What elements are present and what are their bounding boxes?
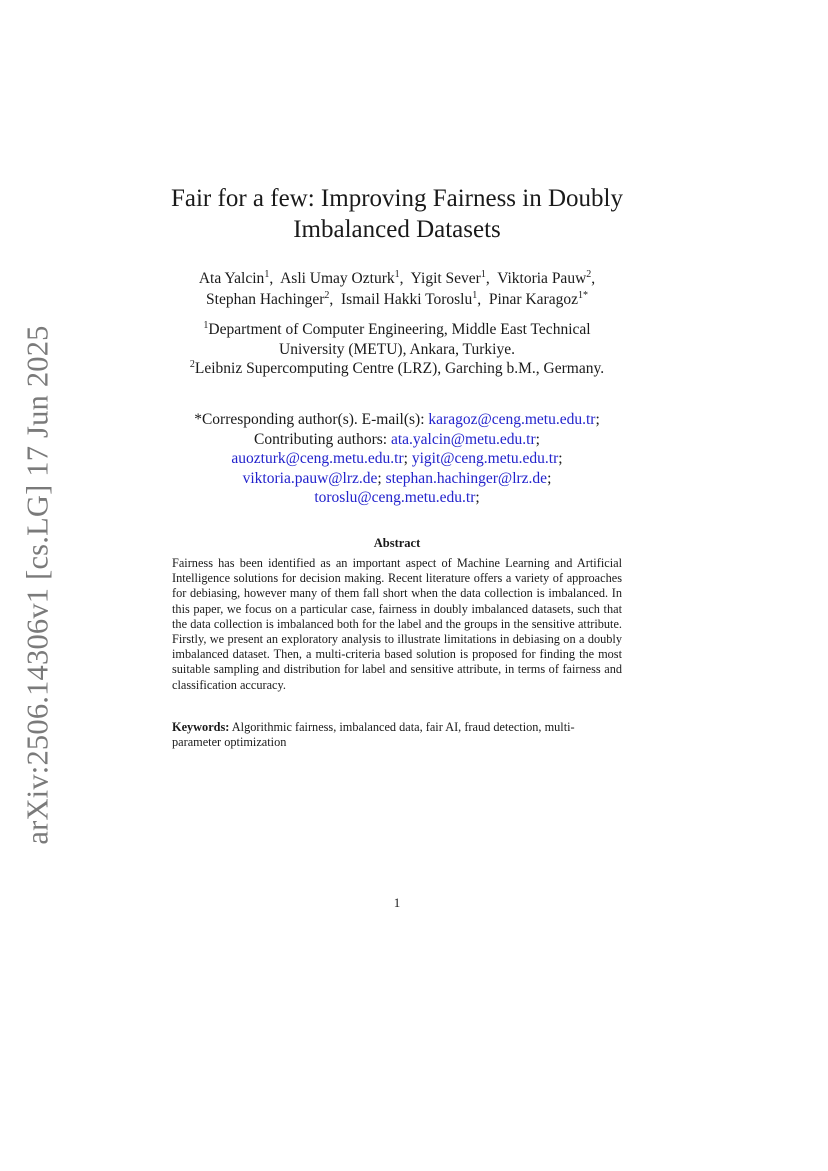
author-list (130, 268, 664, 310)
contact-emails (140, 410, 654, 508)
email-link[interactable]: viktoria.pauw@lrz.de (242, 469, 378, 487)
author-line-1 (130, 268, 664, 289)
keywords (172, 720, 622, 750)
keywords-label: Keywords: (172, 720, 230, 734)
corresponding-author-line: *Corresponding author(s). E-mail(s): karagoz@ceng.metu.edu.tr; (194, 411, 600, 428)
author: Ata Yalcin$^1$, (198, 269, 274, 287)
abstract-heading: Abstract (373, 536, 421, 550)
email-line: toroslu@ceng.metu.edu.tr; (314, 489, 480, 506)
author: Ismail Hakki Toroslu$^1$, (341, 290, 482, 308)
abstract-body: Fairness has been identified as an important aspect of Machine Learning and Artificial Intelligence solutions for decision making. Recent literature offers a variety of approaches for debiasing, however many of them fall short when the data collection is imbalanced. In this paper, we focus on a particular case, fairness in doubly imbalanced datasets, such that the data collection is imbalanced both for the label and the groups in the sensitive attribute. Firstly, we present an exploratory analysis to illustrate limitations in debiasing on a doubly imbalanced dataset. Then, a multi-criteria based solution is proposed for finding the most suitable sampling and distribution for label and sensitive attribute, in terms of fairness and classification accuracy. (172, 556, 622, 692)
arxiv-identifier: arXiv:2506.14306v1 [cs.LG] 17 Jun 2025 (20, 325, 55, 845)
author: Asli Umay Ozturk$^1$, (280, 269, 404, 287)
email-link[interactable]: stephan.hachinger@lrz.de (385, 469, 548, 487)
affiliation-1-line-1: $^1$Department of Computer Engineering, Middle East Technical (203, 320, 591, 338)
email-link[interactable]: auozturk@ceng.metu.edu.tr (231, 450, 404, 467)
affiliation-2: $^2$Leibniz Supercomputing Centre (LRZ), Garching b.M., Germany. (189, 359, 605, 377)
corresponding-email-link[interactable]: karagoz@ceng.metu.edu.tr (428, 411, 596, 428)
title-line-2: Imbalanced Datasets (293, 216, 501, 243)
keywords-text: Algorithmic fairness, imbalanced data, fair AI, fraud detection, multi-parameter optimization (172, 720, 575, 750)
email-link[interactable]: ata.yalcin@metu.edu.tr (390, 430, 536, 448)
email-line: auozturk@ceng.metu.edu.tr; yigit@ceng.metu.edu.tr; (231, 450, 563, 467)
author: Yigit Sever$^1$, (410, 269, 490, 287)
author: Pinar Karagoz$^{1*}$ (488, 290, 588, 308)
author: Viktoria Pauw$^2$, (497, 269, 596, 287)
email-line: viktoria.pauw@lrz.de; stephan.hachinger@lrz.de; (242, 469, 552, 487)
contributing-authors-line: Contributing authors: ata.yalcin@metu.edu.tr; (254, 430, 540, 448)
page-number: 1 (393, 895, 401, 910)
author-line-2 (130, 289, 664, 310)
author: Stephan Hachinger$^2$, (206, 290, 334, 308)
affiliation-1-line-2: University (METU), Ankara, Turkiye. (279, 340, 515, 358)
email-link[interactable]: yigit@ceng.metu.edu.tr (411, 450, 559, 467)
paper-title (150, 183, 644, 245)
title-line-1: Fair for a few: Improving Fairness in Doubly (170, 185, 623, 212)
email-link[interactable]: toroslu@ceng.metu.edu.tr (314, 489, 476, 506)
affiliations (140, 320, 654, 379)
